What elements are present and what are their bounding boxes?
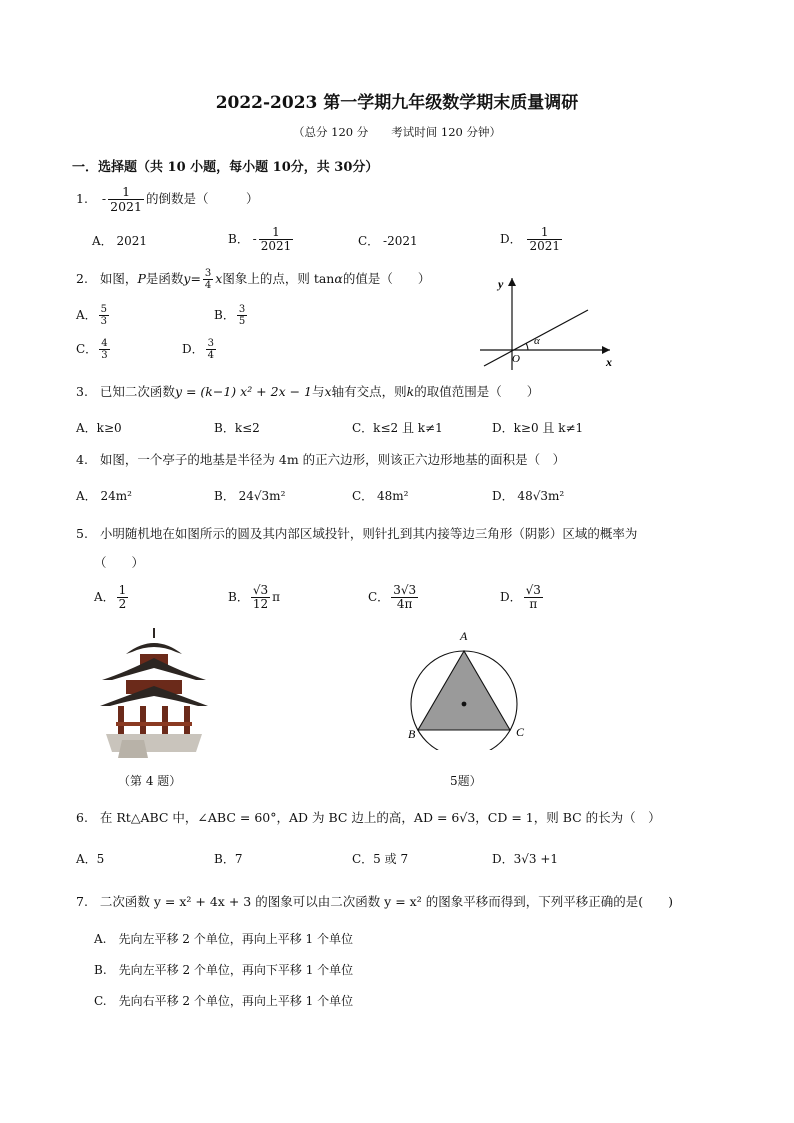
option-b: B． 24√3m² [214,489,286,503]
option-a: A. 先向左平移 2 个单位，再向上平移 1 个单位 [94,932,354,946]
option-d: D． $\frac{3}{4}$ [182,338,214,361]
option-d: D．3√3 +1 [492,852,559,866]
option-a: A．5 [76,852,105,866]
page-subtitle: （总分 120 分 考试时间 120 分钟） [292,125,502,139]
option-a: A． 2021 [92,234,148,248]
option-c: C． 48m² [352,489,409,503]
alpha-label: α [534,335,540,347]
option-b: B．7 [214,852,243,866]
x-label: x [606,355,612,369]
option-c: C． -2021 [358,234,418,248]
option-b: B． $\frac{√3}{12}$ π [228,583,280,612]
angle-arc [526,343,528,350]
option-c: C．k≤2 且 k≠1 [352,421,443,435]
vertex-a-label: A [460,629,468,643]
question-4: 4. 如图，一个亭子的地基是半径为 4m 的正六边形，则该正六边形地基的面积是（ ） [76,452,566,467]
y-label: y [498,277,504,291]
x-axis-arrow [602,346,610,354]
circle-triangle-figure [400,626,540,750]
question-2: 2. 如图，P是函数y= $\frac{3}{4}$ x图象上的点，则 tanα的值是（ ） [76,268,431,291]
option-a: A． 24m² [76,489,132,503]
question-7: 7. 二次函数 y = x² + 4x + 3 的图象可以由二次函数 y = x² 的图象平移而得到，下列平移正确的是( ) [76,894,673,909]
vertex-b-label: B [408,727,416,741]
y-axis-arrow [508,278,516,286]
vertex-c-label: C [516,725,525,739]
option-c: C．5 或 7 [352,852,409,866]
question-number: 1. [76,190,88,206]
page-title: 2022-2023 第一学期九年级数学期末质量调研 [215,93,579,113]
option-a: A． $\frac{5}{3}$ [76,304,108,327]
option-b: B． - $\frac{1}{2021}$ [228,225,292,254]
option-c: C． $\frac{4}{3}$ [76,338,108,361]
option-a: A． $\frac{1}{2}$ [94,583,127,612]
question-6: 6. 在 Rt△ABC 中，∠ABC = 60°，AD 为 BC 边上的高，AD = 6√3，CD = 1，则 BC 的长为（ ） [76,810,661,825]
question-1 [76,185,258,214]
answer-paren: （ ） [94,555,145,570]
option-c: C． $\frac{3√3}{4\pi}$ [368,583,417,612]
origin-label: O [512,353,520,365]
inscribed-triangle [418,651,510,730]
option-b: B． $\frac{3}{5}$ [214,304,246,327]
option-a: A．k≥0 [76,421,122,435]
option-d: D． $\frac{1}{2021}$ [500,225,560,254]
figure-5-caption: 5题） [450,774,482,788]
option-c: C. 先向右平移 2 个单位，再向上平移 1 个单位 [94,994,354,1008]
option-d: D． 48√3m² [492,489,565,503]
question-text: 的倒数是（ ） [145,190,259,206]
coordinate-figure [470,270,620,380]
question-5: 5. 小明随机地在如图所示的圆及其内部区域投针，则针扎到其内接等边三角形（阴影）区域的概率为 [76,526,638,541]
fraction: $\frac{1}{2021}$ [110,184,142,214]
question-3: 3. 已知二次函数y = (k−1) x² + 2x − 1与x轴有交点，则k的取值范围是（ ） [76,384,540,399]
center-dot [462,702,467,707]
option-d: D． $\frac{√3}{\pi}$ [500,583,541,612]
option-d: D．k≥0 且 k≠1 [492,421,584,435]
option-b: B. 先向左平移 2 个单位，再向下平移 1 个单位 [94,963,354,977]
section-heading: 一．选择题（共 10 小题，每小题 10分，共 30分） [72,160,379,175]
figure-4-caption: （第 4 题） [118,774,182,788]
minus-sign: - [101,190,107,206]
pavilion-illustration [96,628,212,762]
option-b: B．k≤2 [214,421,260,435]
